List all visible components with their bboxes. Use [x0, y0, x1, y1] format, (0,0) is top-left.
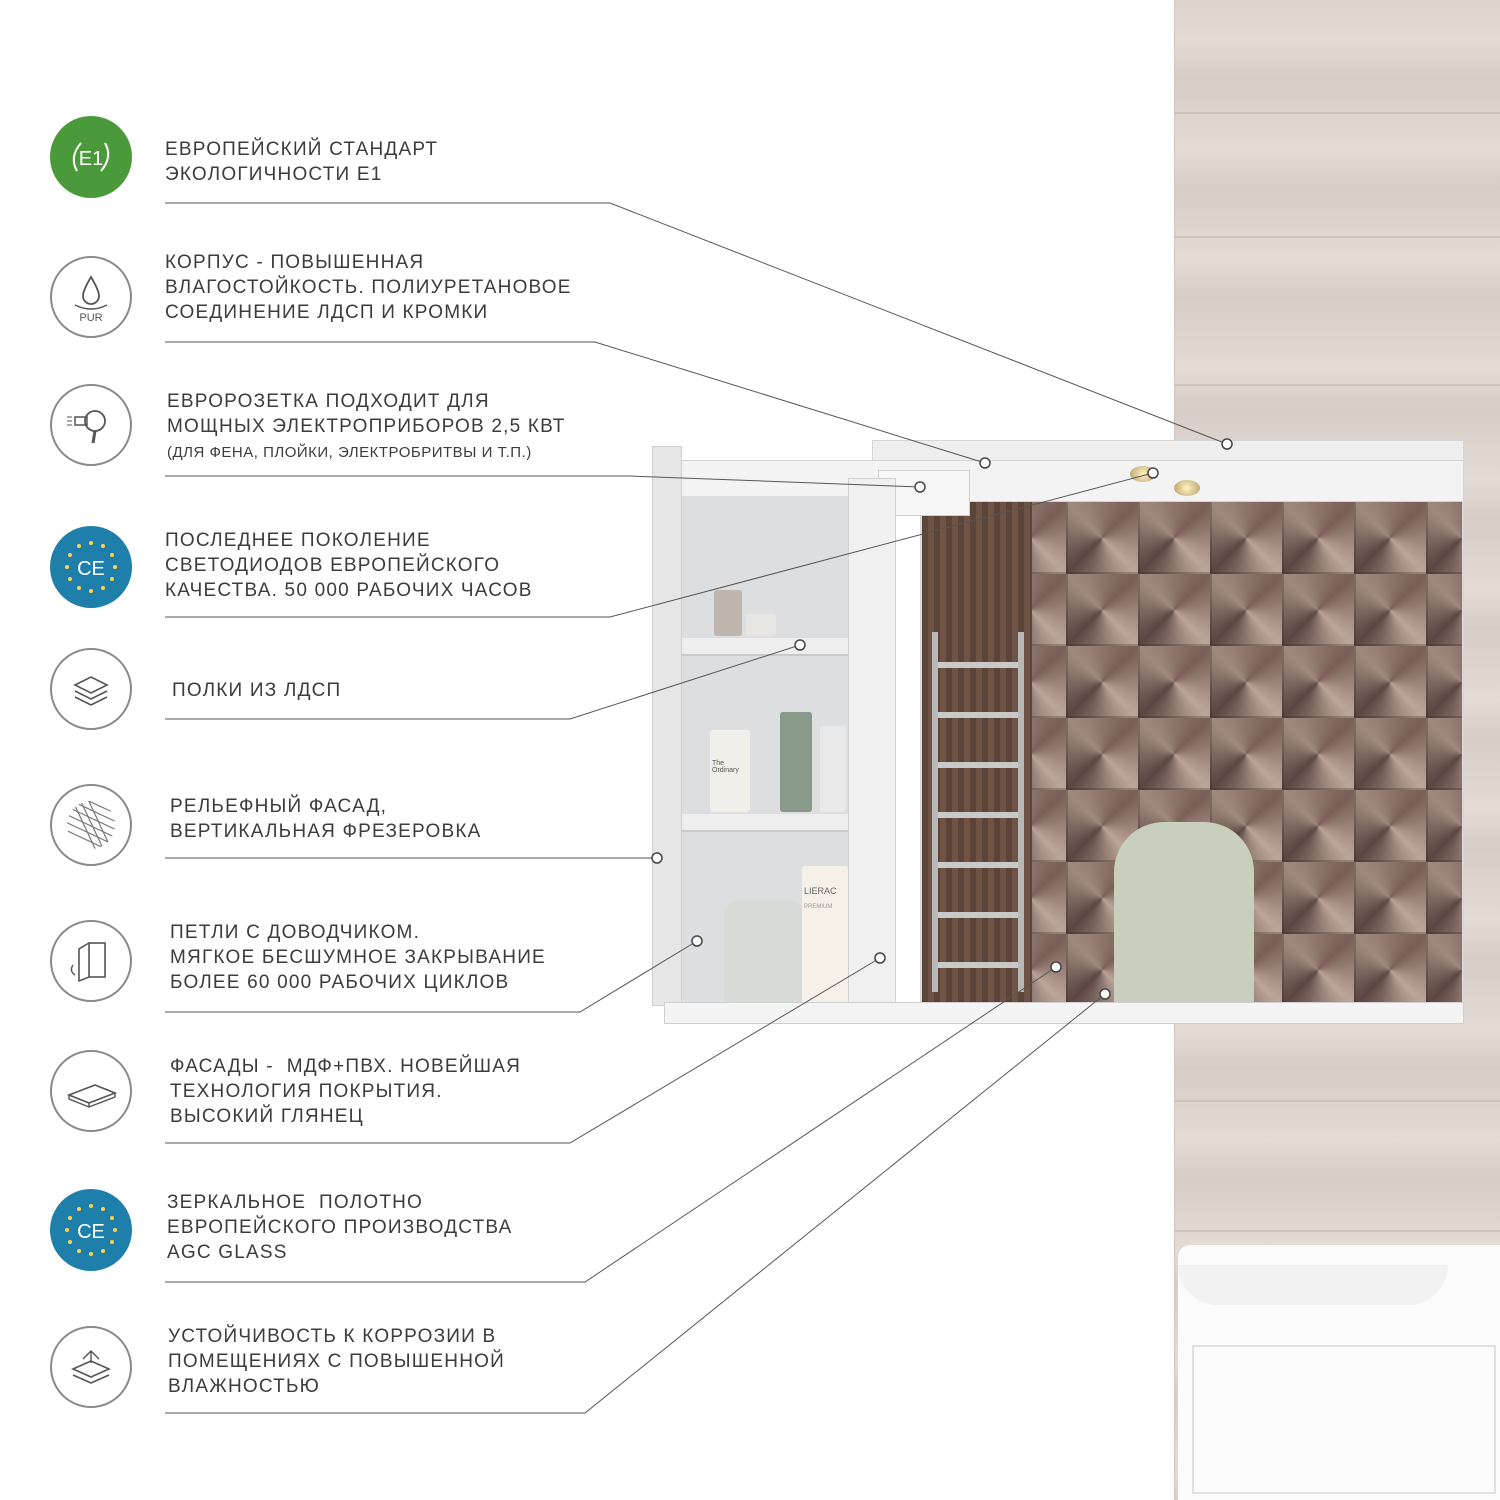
feature-text-socket: ЕВРОРОЗЕТКА ПОДХОДИТ ДЛЯ МОЩНЫХ ЭЛЕКТРОПРИБОРОВ 2,5 КВТ (ДЛЯ ФЕНА, ПЛОЙКИ, ЭЛЕКТРОБРИТВЫ И Т.П.) [167, 391, 566, 461]
feature-text-e1: ЕВРОПЕЙСКИЙ СТАНДАРТ ЭКОЛОГИЧНОСТИ Е1 [165, 139, 439, 185]
feature-text-pur: КОРПУС - ПОВЫШЕННАЯ ВЛАГОСТОЙКОСТЬ. ПОЛИУРЕТАНОВОЕ СОЕДИНЕНИЕ ЛДСП И КРОМКИ [165, 252, 572, 323]
ce-mark-icon [50, 1189, 132, 1271]
eco-e1-icon [50, 116, 132, 198]
svg-text:CE: CE [77, 1221, 105, 1243]
feature-text-led: ПОСЛЕДНЕЕ ПОКОЛЕНИЕ СВЕТОДИОДОВ ЕВРОПЕЙСКОГО КАЧЕСТВА. 50 000 РАБОЧИХ ЧАСОВ [165, 530, 533, 601]
feature-text-facades: ФАСАДЫ - МДФ+ПВХ. НОВЕЙШАЯ ТЕХНОЛОГИЯ ПОКРЫТИЯ. ВЫСОКИЙ ГЛЯНЕЦ [170, 1056, 521, 1127]
feature-text-shelves: ПОЛКИ ИЗ ЛДСП [172, 680, 342, 701]
water-drop-pur-icon [50, 256, 132, 338]
ce-mark-icon [50, 526, 132, 608]
feature-text-hinges: ПЕТЛИ С ДОВОДЧИКОМ. МЯГКОЕ БЕСШУМНОЕ ЗАКРЫВАНИЕ БОЛЕЕ 60 000 РАБОЧИХ ЦИКЛОВ [170, 922, 546, 993]
feature-text-relief: РЕЛЬЕФНЫЙ ФАСАД, ВЕРТИКАЛЬНАЯ ФРЕЗЕРОВКА [170, 796, 482, 842]
lierac-bottle: LIERAC PREMIUM [802, 866, 848, 1004]
corrosion-resistance-icon [50, 1326, 132, 1408]
svg-text:PUR: PUR [79, 312, 103, 324]
relief-texture-icon [50, 784, 132, 866]
layers-icon [50, 648, 132, 730]
svg-text:CE: CE [77, 558, 105, 580]
hair-dryer-icon [50, 384, 132, 466]
door-hinge-icon [50, 920, 132, 1002]
feature-text-mirror: ЗЕРКАЛЬНОЕ ПОЛОТНО ЕВРОПЕЙСКОГО ПРОИЗВОДСТВА AGC GLASS [167, 1192, 513, 1263]
glossy-panel-icon [50, 1050, 132, 1132]
feature-text-corrosion: УСТОЙЧИВОСТЬ К КОРРОЗИИ В ПОМЕЩЕНИЯХ С ПОВЫШЕННОЙ ВЛАЖНОСТЬЮ [168, 1326, 505, 1397]
svg-text:E1: E1 [78, 148, 104, 170]
cosmetic-tube: The Ordinary [710, 730, 750, 812]
